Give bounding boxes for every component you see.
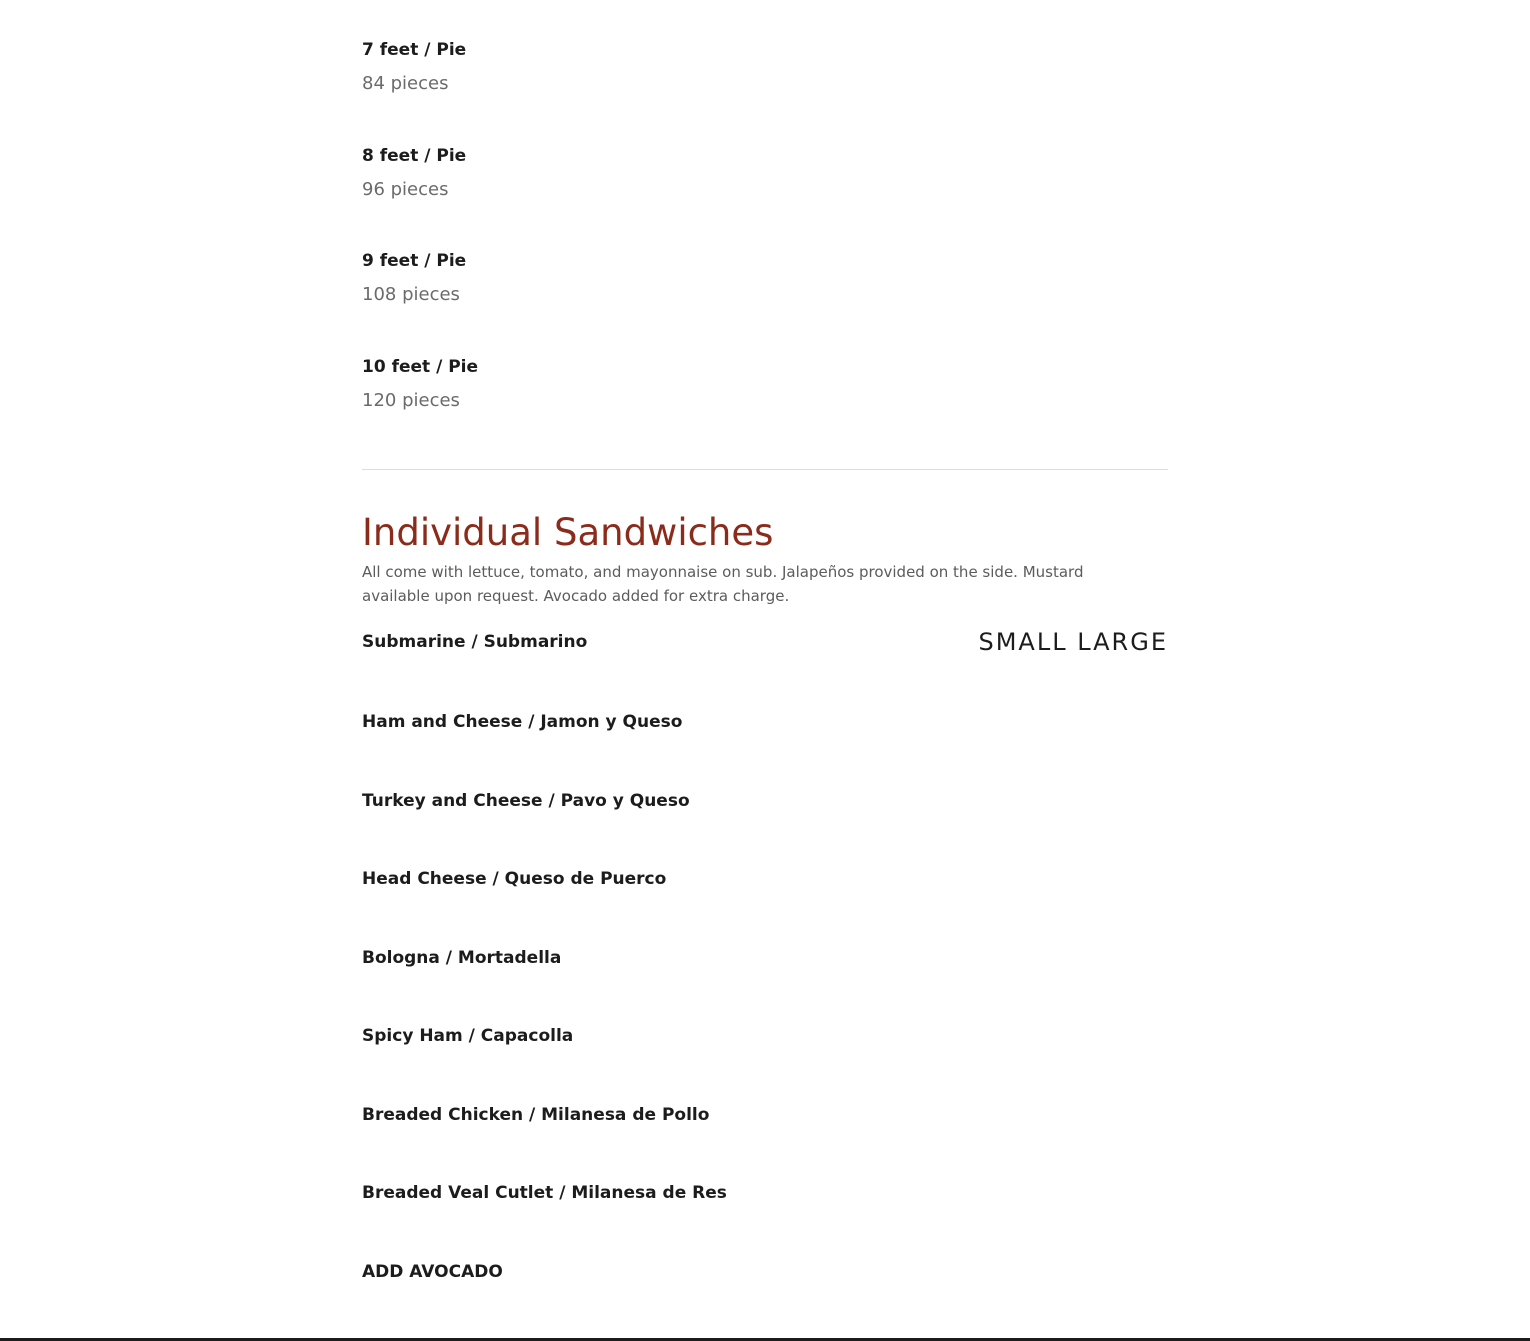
menu-item: Ham and Cheese / Jamon y Queso	[362, 712, 683, 732]
menu-item: Breaded Veal Cutlet / Milanesa de Res	[362, 1183, 727, 1203]
menu-item: Turkey and Cheese / Pavo y Queso	[362, 791, 690, 811]
section-divider	[362, 469, 1168, 470]
size-column-header: SMALL LARGE	[978, 628, 1168, 656]
pie-item	[362, 356, 478, 412]
menu-item: Head Cheese / Queso de Puerco	[362, 869, 667, 889]
pie-pieces-count: 120 pieces	[362, 390, 460, 411]
add-avocado-item: ADD AVOCADO	[362, 1262, 503, 1282]
pie-pieces-count: 108 pieces	[362, 284, 460, 305]
pie-item	[362, 39, 466, 95]
section-description: All come with lettuce, tomato, and mayonnaise on sub. Jalapeños provided on the side. Mustard available upon request. Avocado added for extra charge.	[362, 563, 1084, 605]
pie-item	[362, 250, 466, 306]
pie-size-label: 8 feet / Pie	[362, 146, 467, 166]
pie-size-label: 7 feet / Pie	[362, 40, 467, 60]
pie-item	[362, 145, 466, 201]
menu-item: Breaded Chicken / Milanesa de Pollo	[362, 1105, 710, 1125]
menu-item: Bologna / Mortadella	[362, 948, 562, 968]
pie-pieces-count: 84 pieces	[362, 73, 449, 94]
section-title: Individual Sandwiches	[362, 511, 774, 554]
menu-item: Spicy Ham / Capacolla	[362, 1026, 574, 1046]
pie-size-label: 9 feet / Pie	[362, 251, 467, 271]
pie-size-label: 10 feet / Pie	[362, 357, 479, 377]
menu-item: Submarine / Submarino	[362, 632, 588, 652]
pie-pieces-count: 96 pieces	[362, 179, 449, 200]
